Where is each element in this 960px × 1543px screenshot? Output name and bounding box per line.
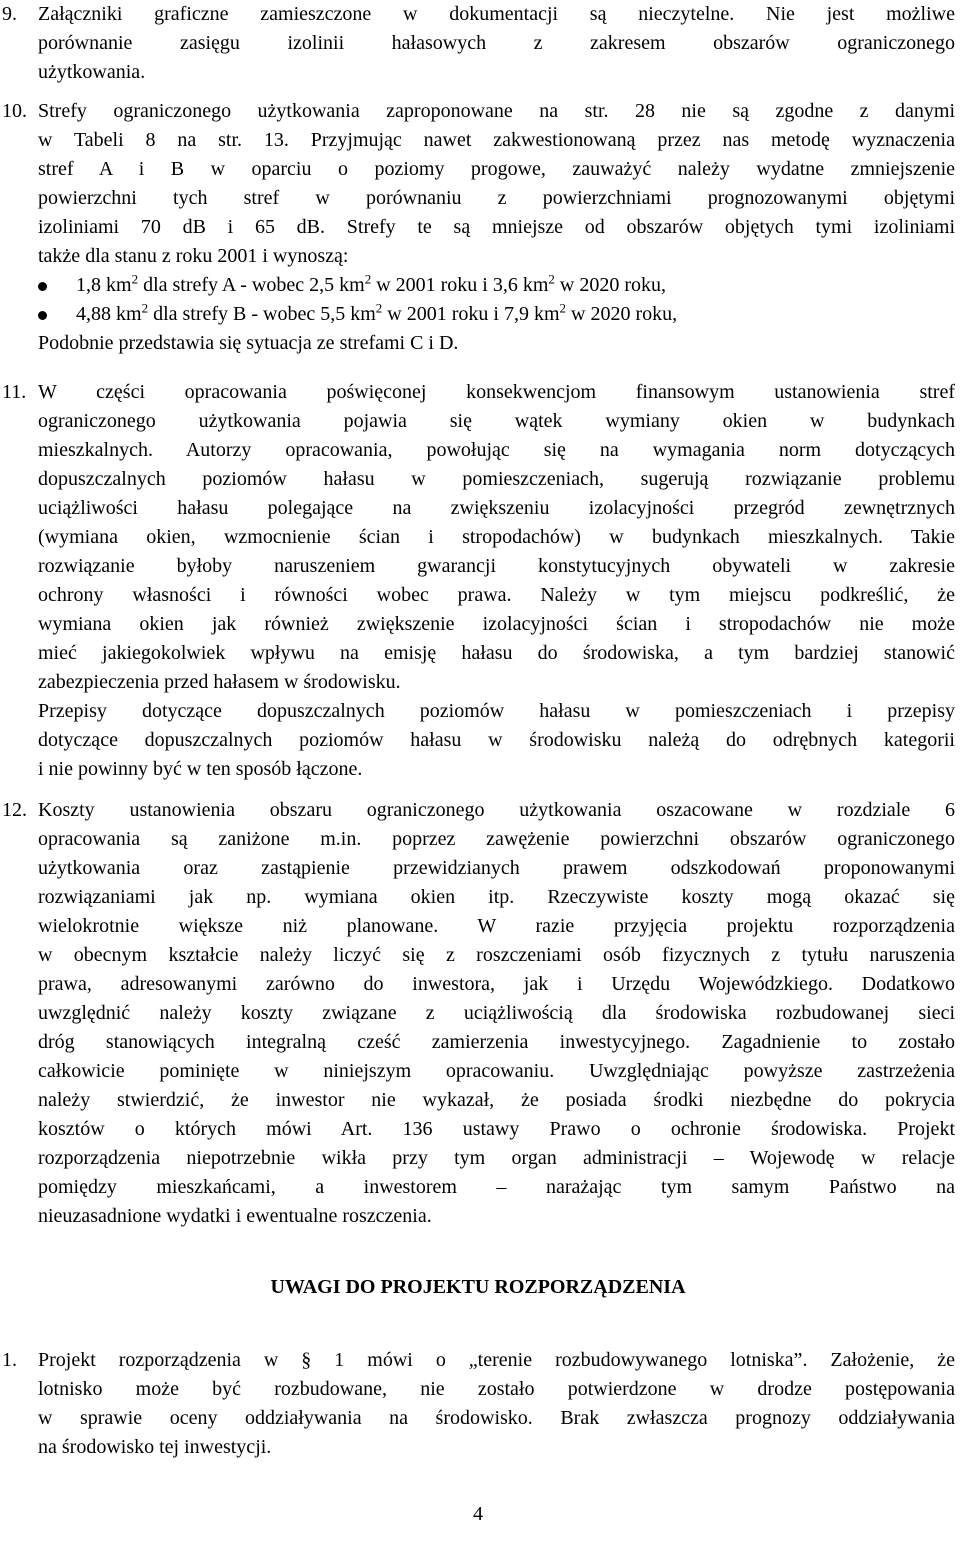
item-number: 10. [2,100,27,122]
item-body [38,378,955,784]
text-line: użytkowania. [38,61,146,83]
item-body [38,1346,955,1462]
text-line: wielokrotnie większe niż planowane. W razie przyjęcia projektu rozporządzenia [38,915,955,937]
text-line: Przepisy dotyczące dopuszczalnych poziomów hałasu w pomieszczeniach i przepisy [38,700,955,722]
item-number: 1. [2,1349,17,1371]
item-body [38,0,955,87]
bullet-item [38,271,955,300]
text-line: rozwiązaniami jak np. wymiana okien itp. Rzeczywiste koszty mogą okazać się [38,886,955,908]
text-line: Strefy ograniczonego użytkowania zaproponowane na str. 28 nie są zgodne z danymi [38,100,955,122]
text-line: izoliniami 70 dB i 65 dB. Strefy te są mniejsze od obszarów objętych tymi izoliniami [38,216,955,238]
text-line: całkowicie pominięte w niniejszym opracowaniu. Uwzględniając powyższe zastrzeżenia [38,1060,955,1082]
item-body [38,97,955,358]
page-number: 4 [473,1503,483,1525]
text-line: ograniczonego użytkowania pojawia się wątek wymiany okien w budynkach [38,410,955,432]
text-line: dopuszczalnych poziomów hałasu w pomieszczeniach, sugerują rozwiązanie problemu [38,468,955,490]
text-line: uciążliwości hałasu polegające na zwiększeniu izolacyjności przegród zewnętrznych [38,497,955,519]
text-line: w sprawie oceny oddziaływania na środowisko. Brak zwłaszcza prognozy oddziaływania [38,1407,955,1429]
item-number: 11. [2,381,27,403]
text-line: i nie powinny być w ten sposób łączone. [38,758,363,780]
bullet-text: 1,8 $km^2$ dla strefy A - wobec 2,5 $km^2$ w 2001 roku i 3,6 $km^2$ w 2020 roku, [76,271,667,296]
text-line: także dla stanu z roku 2001 i wynoszą: [38,245,349,267]
item-number: 9. [2,3,17,25]
bullet-item [38,300,955,329]
text-line: na środowisko tej inwestycji. [38,1436,272,1458]
bullet-icon [38,311,47,320]
text-line: W części opracowania poświęconej konsekwencjom finansowym ustanowienia stref [38,381,955,403]
text-line: lotnisko może być rozbudowane, nie zostało potwierdzone w drodze postępowania [38,1378,955,1400]
text-line: mieszkalnych. Autorzy opracowania, powołując się na wymagania norm dotyczących [38,439,955,461]
section-heading: UWAGI DO PROJEKTU ROZPORZĄDZENIA [270,1276,686,1298]
text-line: należy stwierdzić, że inwestor nie wykazał, że posiada środki niezbędne do pokrycia [38,1089,955,1111]
text-line: pomiędzy mieszkańcami, a inwestorem – narażając tym samym Państwo na [38,1176,955,1198]
text-line: prawa, adresowanymi zarówno do inwestora, jak i Urzędu Wojewódzkiego. Dodatkowo [38,973,955,995]
text-line: Koszty ustanowienia obszaru ograniczonego użytkowania oszacowane w rozdziale 6 [38,799,955,821]
text-line: (wymiana okien, wzmocnienie ścian i stropodachów) w budynkach mieszkalnych. Takie [38,526,955,548]
closing-line: Podobnie przedstawia się sytuacja ze strefami C i D. [38,332,459,354]
item-number: 12. [2,799,27,821]
text-line: ochrony własności i równości wobec prawa. Należy w tym miejscu podkreślić, że [38,584,955,606]
text-line: rozwiązanie byłoby naruszeniem gwarancji konstytucyjnych obywateli w zakresie [38,555,955,577]
text-line: dróg stanowiących integralną cześć zamierzenia inwestycyjnego. Zagadnienie to zostało [38,1031,955,1053]
text-line: rozporządzenia niepotrzebnie wikła przy tym organ administracji – Wojewodę w relacje [38,1147,955,1169]
text-line: opracowania są zaniżone m.in. poprzez zawężenie powierzchni obszarów ograniczonego [38,828,955,850]
text-line: Projekt rozporządzenia w § 1 mówi o „terenie rozbudowywanego lotniska”. Założenie, że [38,1349,955,1371]
text-line: kosztów o których mówi Art. 136 ustawy Prawo o ochronie środowiska. Projekt [38,1118,955,1140]
item-body [38,796,955,1231]
text-line: dotyczące dopuszczalnych poziomów hałasu w środowisku należą do odrębnych kategorii [38,729,955,751]
text-line: stref A i B w oparciu o poziomy progowe, zauważyć należy wydatne zmniejszenie [38,158,955,180]
text-line: uwzględnić należy koszty związane z uciążliwością dla środowiska rozbudowanej sieci [38,1002,955,1024]
text-line: w obecnym kształcie należy liczyć się z roszczeniami osób fizycznych z tytułu naruszenia [38,944,955,966]
text-line: w Tabeli 8 na str. 13. Przyjmując nawet zakwestionowaną przez nas metodę wyznaczenia [38,129,955,151]
bullet-icon [38,282,47,291]
text-line: powierzchni tych stref w porównaniu z powierzchniami prognozowanymi objętymi [38,187,955,209]
text-line: Załączniki graficzne zamieszczone w dokumentacji są nieczytelne. Nie jest możliwe [38,3,955,25]
text-line: użytkowania oraz zastąpienie przewidzianych prawem odszkodowań proponowanymi [38,857,955,879]
text-line: mieć jakiegokolwiek wpływu na emisję hałasu do środowiska, a tym bardziej stanowić [38,642,955,664]
text-line: porównanie zasięgu izolinii hałasowych z zakresem obszarów ograniczonego [38,32,955,54]
text-line: zabezpieczenia przed hałasem w środowisku. [38,671,401,693]
text-line: wymiana okien jak również zwiększenie izolacyjności ścian i stropodachów nie może [38,613,955,635]
text-line: nieuzasadnione wydatki i ewentualne roszczenia. [38,1205,432,1227]
bullet-text: 4,88 $km^2$ dla strefy B - wobec 5,5 $km^2$ w 2001 roku i 7,9 $km^2$ w 2020 roku, [76,300,678,325]
